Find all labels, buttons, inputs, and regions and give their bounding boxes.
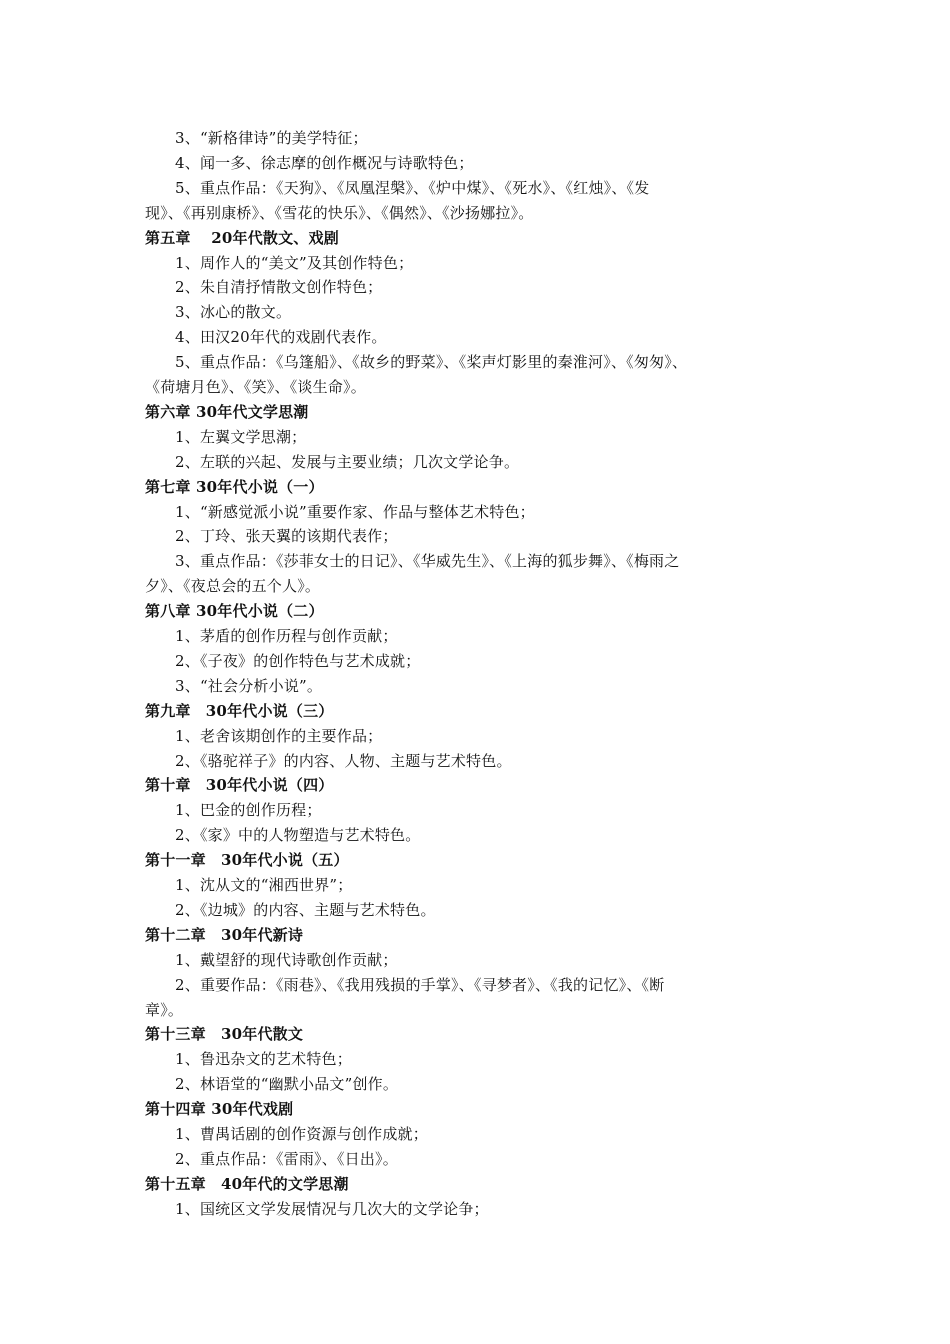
- list-item: 2、朱自清抒情散文创作特色；: [175, 278, 383, 297]
- list-item: 3、冰心的散文。: [175, 303, 292, 322]
- continuation-line: 章》。: [145, 1000, 184, 1019]
- list-item: 1、鲁迅杂文的艺术特色；: [175, 1050, 352, 1069]
- list-item: 1、国统区文学发展情况与几次大的文学论争；: [175, 1199, 489, 1218]
- list-item: 2、《子夜》的创作特色与艺术成就；: [175, 651, 421, 670]
- list-item: 3、“社会分析小说”。: [175, 676, 323, 695]
- continuation-line: 《荷塘月色》、《笑》、《谈生命》。: [145, 378, 366, 396]
- chapter-heading: 第十二章 30年代新诗: [145, 925, 304, 944]
- list-item: 1、巴金的创作历程；: [175, 801, 322, 820]
- chapter-heading: 第十一章 30年代小说（五）: [145, 851, 349, 870]
- chapter-heading: 第六章 30年代文学思潮: [145, 402, 309, 421]
- list-item: 2、《家》中的人物塑造与艺术特色。: [175, 826, 421, 845]
- list-item: 4、闻一多、徐志摩的创作概况与诗歌特色；: [175, 153, 474, 172]
- list-item: 1、周作人的“美文”及其创作特色；: [175, 253, 414, 272]
- list-item: 1、曹禺话剧的创作资源与创作成就；: [175, 1125, 428, 1143]
- chapter-heading: 第十四章 30年代戏剧: [145, 1100, 294, 1119]
- list-item: 3、重点作品：《莎菲女士的日记》、《华威先生》、《上海的狐步舞》、《梅雨之: [175, 552, 680, 571]
- chapter-heading: 第五章 20年代散文、戏剧: [145, 228, 339, 247]
- list-item: 1、老舍该期创作的主要作品；: [175, 726, 383, 745]
- chapter-heading: 第七章 30年代小说（一）: [145, 477, 324, 496]
- list-item: 3、“新格律诗”的美学特征；: [175, 129, 368, 147]
- list-item: 1、左翼文学思潮；: [175, 427, 307, 446]
- list-item: 4、田汉20年代的戏剧代表作。: [175, 328, 387, 347]
- list-item: 2、重要作品：《雨巷》、《我用残损的手掌》、《寻梦者》、《我的记忆》、《断: [175, 975, 665, 994]
- list-item: 1、沈从文的“湘西世界”；: [175, 876, 353, 894]
- list-item: 1、戴望舒的现代诗歌创作贡献；: [175, 950, 398, 969]
- list-item: 1、“新感觉派小说”重要作家、作品与整体艺术特色；: [175, 502, 535, 521]
- list-item: 2、左联的兴起、发展与主要业绩；几次文学论争。: [175, 452, 520, 471]
- chapter-heading: 第十三章 30年代散文: [145, 1025, 304, 1044]
- list-item: 5、重点作品：《乌篷船》、《故乡的野菜》、《桨声灯影里的秦淮河》、《匆匆》、: [175, 353, 688, 372]
- continuation-line: 夕》、《夜总会的五个人》。: [145, 577, 321, 596]
- list-item: 2、重点作品：《雷雨》、《日出》。: [175, 1149, 398, 1168]
- chapter-heading: 第九章 30年代小说（三）: [145, 701, 334, 720]
- chapter-heading: 第十五章 40年代的文学思潮: [145, 1174, 349, 1193]
- list-item: 5、重点作品：《天狗》、《凤凰涅槃》、《炉中煤》、《死水》、《红烛》、《发: [175, 178, 650, 197]
- chapter-heading: 第八章 30年代小说（二）: [145, 602, 324, 621]
- list-item: 1、茅盾的创作历程与创作贡献；: [175, 627, 398, 645]
- list-item: 2、林语堂的“幽默小品文”创作。: [175, 1075, 399, 1094]
- list-item: 2、《骆驼祥子》的内容、人物、主题与艺术特色。: [175, 751, 512, 770]
- list-item: 2、丁玲、张天翼的该期代表作；: [175, 527, 398, 546]
- chapter-heading: 第十章 30年代小说（四）: [145, 776, 334, 795]
- continuation-line: 现》、《再别康桥》、《雪花的快乐》、《偶然》、《沙扬娜拉》。: [145, 203, 534, 222]
- list-item: 2、《边城》的内容、主题与艺术特色。: [175, 900, 436, 919]
